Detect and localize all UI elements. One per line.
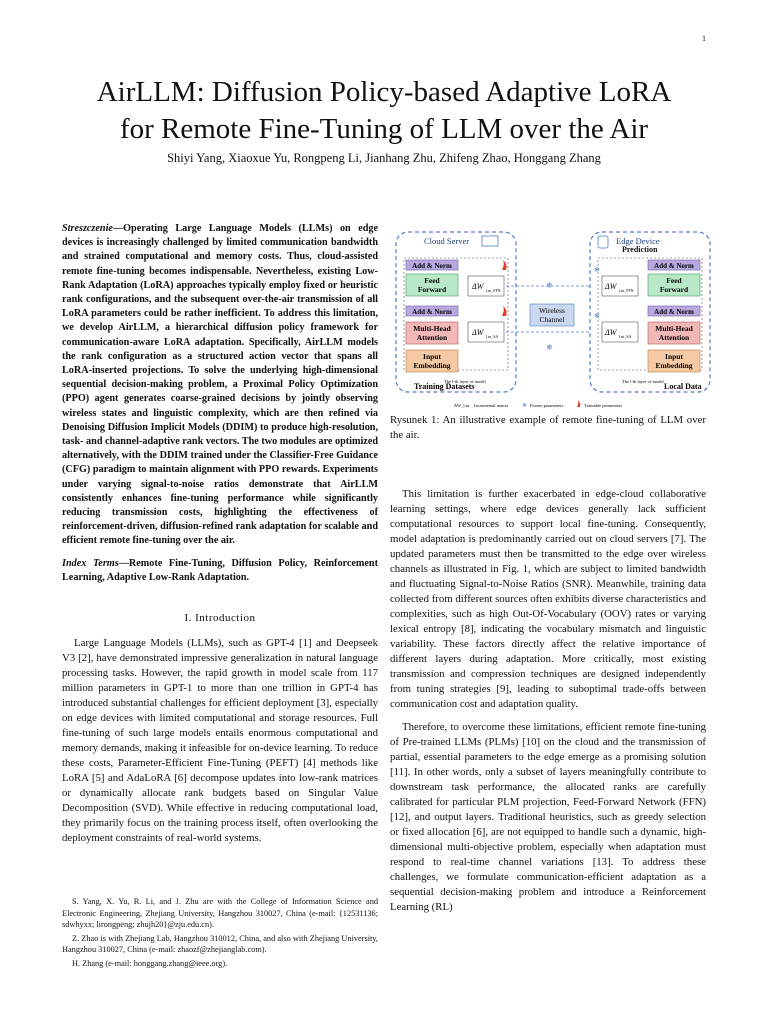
legend-flame-icon <box>577 400 580 407</box>
legend-snowflake-icon: ❄ <box>522 403 528 409</box>
cloud-add-norm-top-text: Add & Norm <box>412 262 452 270</box>
cloud-flame-ffn-icon <box>502 260 507 270</box>
right-paragraph-2: Therefore, to overcome these limitations, efficient remote fine-tuning of Pre-trained LLMs (PLMs) [10] on the cloud and the transmission of partial, essential parameters to the edge emerge as a promising solution [11]. In other words, only a subset of layers meaningfully contribute to downstream task performance, the allocated ranks are carefully calibrated for particular PLM projection, Feed-Forward Network (FFN) [12], and output layers. Traditional heuristics, such as greedy selection or fixed allocation [6], are not equipped to handle such a dynamic, high-dimensional multi-objective problem, especially when adaptation must respond to real-time channel variations [13]. To address these challenges, we formulate communication-efficient adaptation as a sequential decision-making problem and introduce a Reinforcement Learning (RL) <box>390 721 706 913</box>
cloud-server-label: Cloud Server <box>424 236 470 246</box>
section-heading: I. Introduction <box>184 612 256 625</box>
intro-paragraph: Large Language Models (LLMs), such as GPT-4 [1] and Deepseek V3 [2], have demonstrated impressive generalization in natural language processing tasks. However, the rapid growth in model scale from 117 million parameters in GPT-1 to more than one trillion in GPT-4 has introduced substantial challenges for efficient deployment [3], especially on edge devices with limited computational and storage resources. Full fine-tuning of such large models entails enormous computational and memory demands, making it infeasible for on-device learning. To reduce these costs, Parameter-Efficient Fine-Tuning (PEFT) [4] methods like LoRA [5] and AdaLoRA [6] decompose updates into low-rank matrices or dynamically allocate rank budgets based on Singular Value Decomposition (SVD). While effective in reducing computational load, they primarily focus on the training process itself, often overlooking the deployment constraints of real-world systems. <box>62 637 378 845</box>
author-list: Shiyi Yang, Xiaoxue Yu, Rongpeng Li, Jianhang Zhu, Zhifeng Zhao, Honggang Zhang <box>167 151 601 165</box>
cloud-add-norm-mid-text: Add & Norm <box>412 308 452 316</box>
edge-add-norm-mid-text: Add & Norm <box>654 308 694 316</box>
cloud-embedding-text: Embedding <box>413 361 451 370</box>
cloud-layer-note: The l-th layer of model <box>444 379 486 384</box>
edge-delta-ffn-sub: l,m_FFN <box>619 288 634 293</box>
prediction-label: Prediction <box>622 245 658 254</box>
snowflake-icon-top: ❄ <box>546 281 553 290</box>
abstract <box>62 222 378 549</box>
wireless-text: Wireless <box>539 306 565 315</box>
edge-snowflake-sa-icon: ❄ <box>594 312 600 320</box>
edge-device-label: Edge Device <box>616 236 660 246</box>
figure-caption: Rysunek 1: An illustrative example of remote fine-tuning of LLM over the air. <box>390 414 706 441</box>
snowflake-icon-bottom: ❄ <box>546 343 553 352</box>
index-terms-label: Index Terms <box>62 557 119 569</box>
abstract-label: Streszczenie <box>62 223 113 234</box>
edge-delta-sa-sub: l,m_SA <box>619 334 632 339</box>
abstract-text: —Operating Large Language Models (LLMs) on edge devices is increasingly challenged by limited communication bandwidth and strained computational and memory costs. Thus, cloud-assisted remote fine-tuning becomes indispensable. Nevertheless, existing Low-Rank Adaptation (LoRA) approaches typically employ fixed or heuristic rank configurations, and the subsequent over-the-air transmission of all LoRA parameters could be rather inefficient. To address this limitation, we develop AirLLM, a hierarchical diffusion policy framework for communication-aware LoRA adaptation. Specifically, AirLLM models the rank configuration as a structured action vector that spans all LoRA-inserted projections. To solve the underlying high-dimensional sequential decision-making problem, a Proximal Policy Optimization (PPO) agent generates coarse-grained decisions by jointly observing wireless states and linguistic complexity, which are then refined via Denoising Diffusion Implicit Models (DDIM) to produce high-resolution, task- and channel-adaptive rank vectors. The two modules are optimized alternatively, with the DDIM trained under the Classifier-Free Guidance (CFG) paradigm to maintain alignment with PPO rewards. Experiments under varying signal-to-noise ratios demonstrate that AirLLM consistently enhances fine-tuning performance while significantly reducing transmission costs, highlighting the effectiveness of reinforcement-driven, diffusion-refined rank adaptation for scalable and efficient remote fine-tuning over the air. <box>62 223 379 547</box>
cloud-delta-ffn-text: ΔW <box>472 282 484 291</box>
edge-delta-sa-text: ΔW <box>605 328 617 337</box>
edge-snowflake-ffn-icon: ❄ <box>594 266 600 274</box>
edge-layer-note: The l-th layer of model <box>622 379 664 384</box>
title-line-1: AirLLM: Diffusion Policy-based Adaptive LoRA <box>96 76 672 108</box>
cloud-multi-head-text: Multi-Head <box>413 324 451 333</box>
edge-embedding-text: Embedding <box>655 361 693 370</box>
footnote-2: Z. Zhao is with Zhejiang Lab, Hangzhou 310012, China, and also with Zhejiang University, Hangzhou 310027, China (e-mail: zhaozf@zhejianglab.com). <box>62 933 378 954</box>
edge-add-norm-top-text: Add & Norm <box>654 262 694 270</box>
edge-feed-text: Feed <box>666 276 682 285</box>
server-icon <box>482 236 498 246</box>
cloud-delta-sa-sub: l,m_SA <box>486 334 499 339</box>
phone-icon <box>598 236 608 248</box>
cloud-input-text: Input <box>423 352 441 361</box>
edge-attention-text: Attention <box>658 333 690 342</box>
cloud-flame-sa-icon <box>502 306 507 316</box>
footnote-1: S. Yang, X. Yu, R. Li, and J. Zhu are with the College of Information Science and Electronic Engineering, Zhejiang University, Hangzhou 310027, China (e-mail: {12531136; sdwhyxx; lirongpeng; zhujh20}@zju.edu.cn). <box>62 897 378 929</box>
footnotes <box>62 896 378 971</box>
cloud-delta-sa-text: ΔW <box>472 328 484 337</box>
edge-delta-ffn-text: ΔW <box>605 282 617 291</box>
cloud-forward-text: Forward <box>417 285 447 294</box>
legend-trainable: Trainable parameters <box>584 403 622 408</box>
title-line-2: for Remote Fine-Tuning of LLM over the Air <box>119 113 649 145</box>
cloud-feed-text: Feed <box>424 276 440 285</box>
edge-input-text: Input <box>665 352 683 361</box>
right-column <box>390 487 706 923</box>
right-paragraph-1: This limitation is further exacerbated in edge-cloud collaborative learning settings, where edge devices generally lack sufficient computational resources to support local fine-tuning. Consequently, model adaptation is predominantly carried out on cloud servers [7]. The updated parameters must then be transmitted to the edge over wireless channels as illustrated in Fig. 1, which are subject to limited bandwidth and fluctuating Signal-to-Noise Ratios (SNR). Meanwhile, training data collected from different sources often exhibits diverse characteristics and complexities, such as high Out-Of-Vocabulary (OOV) rates or varying lexical entropy [8], indicating the vocabulary mismatch and linguistic variability. These factors directly affect the relative importance of different layers during adaptation. More critically, most existing transmission and compression techniques are designed independently from tuning strategies [9], leading to suboptimal trade-offs between communication cost and adaptation quality. <box>390 488 706 710</box>
footnote-3: H. Zhang (e-mail: honggang.zhang@ieee.org). <box>72 958 228 968</box>
cloud-attention-text: Attention <box>416 333 448 342</box>
local-data-label: Local Data <box>664 382 702 391</box>
index-terms <box>62 557 378 585</box>
index-terms-text: —Remote Fine-Tuning, Diffusion Policy, Reinforcement Learning, Adaptive Low-Rank Adaptation. <box>62 557 378 583</box>
legend-incremental: Incremental matrix <box>474 403 509 408</box>
cloud-delta-ffn-sub: l,m_FFN <box>486 288 501 293</box>
legend-frozen: Frozen parameters <box>530 403 564 408</box>
legend-dw: ΔW_l,m <box>454 403 470 408</box>
edge-multi-head-text: Multi-Head <box>655 324 693 333</box>
training-datasets-label: Training Datasets <box>414 382 475 391</box>
page-number: 1 <box>702 34 706 43</box>
left-column <box>62 222 378 846</box>
figure-1-diagram <box>394 226 712 412</box>
channel-text: Channel <box>539 315 565 324</box>
edge-forward-text: Forward <box>659 285 689 294</box>
paper-title <box>40 74 728 148</box>
